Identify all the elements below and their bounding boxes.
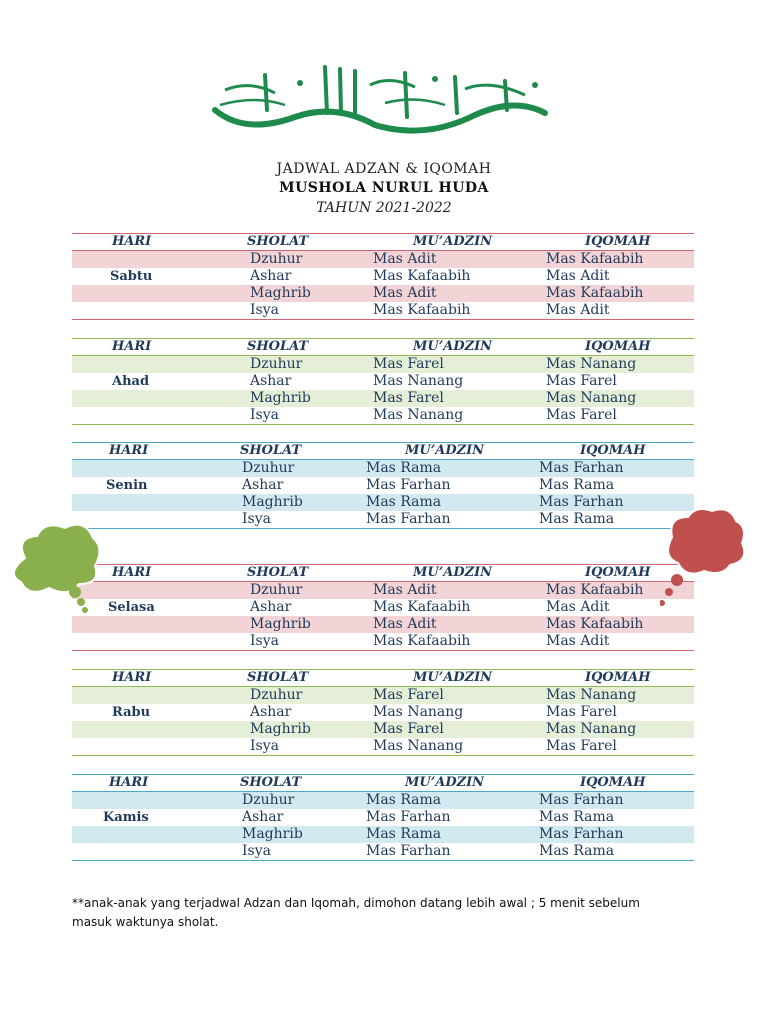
column-header-muadzin: MU’ADZIN — [405, 443, 485, 458]
column-header-sholat: SHOLAT — [247, 670, 309, 685]
table-row — [72, 738, 694, 755]
iqomah-cell: Mas Nanang — [546, 687, 637, 703]
column-header-sholat: SHOLAT — [240, 775, 302, 790]
table-header — [72, 442, 694, 460]
title-line-2: MUSHOLA NURUL HUDA — [279, 180, 489, 196]
sholat-cell: Isya — [242, 511, 271, 527]
muadzin-cell: Mas Adit — [373, 582, 437, 598]
column-header-hari: HARI — [112, 670, 152, 685]
table-row — [72, 687, 694, 704]
sholat-cell: Maghrib — [242, 494, 303, 510]
table-header — [72, 669, 694, 687]
table-row — [72, 721, 694, 738]
muadzin-cell: Mas Farhan — [366, 477, 451, 493]
table-header — [72, 774, 694, 792]
muadzin-cell: Mas Kafaabih — [373, 268, 471, 284]
sholat-cell: Maghrib — [250, 721, 311, 737]
iqomah-cell: Mas Adit — [546, 302, 610, 318]
muadzin-cell: Mas Adit — [373, 285, 437, 301]
muadzin-cell: Mas Kafaabih — [373, 302, 471, 318]
sholat-cell: Maghrib — [242, 826, 303, 842]
column-header-iqomah: IQOMAH — [585, 234, 651, 249]
sholat-cell: Ashar — [250, 268, 292, 284]
column-header-hari: HARI — [109, 775, 149, 790]
column-header-iqomah: IQOMAH — [580, 775, 646, 790]
table-row — [72, 390, 694, 407]
day-name: Sabtu — [110, 269, 153, 284]
table-row — [72, 511, 694, 528]
title-line-3: TAHUN 2021-2022 — [316, 200, 452, 216]
table-row — [72, 792, 694, 809]
sholat-cell: Dzuhur — [242, 460, 295, 476]
muadzin-cell: Mas Adit — [373, 251, 437, 267]
column-header-muadzin: MU’ADZIN — [405, 775, 485, 790]
iqomah-cell: Mas Farhan — [539, 494, 624, 510]
iqomah-cell: Mas Rama — [539, 477, 615, 493]
table-row — [72, 373, 694, 390]
column-header-iqomah: IQOMAH — [580, 443, 646, 458]
table-row — [72, 251, 694, 268]
muadzin-cell: Mas Farel — [373, 721, 444, 737]
iqomah-cell: Mas Farel — [546, 373, 617, 389]
muadzin-cell: Mas Farhan — [366, 809, 451, 825]
day-block-rabu — [72, 669, 694, 756]
column-header-muadzin: MU’ADZIN — [413, 234, 493, 249]
day-name: Senin — [106, 478, 148, 493]
day-name: Rabu — [112, 705, 151, 720]
day-block-senin — [72, 442, 694, 529]
sholat-cell: Isya — [250, 302, 279, 318]
muadzin-cell: Mas Rama — [366, 460, 442, 476]
table-row — [72, 494, 694, 511]
muadzin-cell: Mas Adit — [373, 616, 437, 632]
muadzin-cell: Mas Nanang — [373, 738, 464, 754]
iqomah-cell: Mas Farhan — [539, 826, 624, 842]
table-row — [72, 582, 694, 599]
day-block-ahad — [72, 338, 694, 425]
column-header-iqomah: IQOMAH — [585, 565, 651, 580]
sholat-cell: Ashar — [242, 809, 284, 825]
column-header-sholat: SHOLAT — [240, 443, 302, 458]
column-header-sholat: SHOLAT — [247, 339, 309, 354]
muadzin-cell: Mas Rama — [366, 494, 442, 510]
title-line-1: JADWAL ADZAN & IQOMAH — [276, 161, 492, 177]
iqomah-cell: Mas Rama — [539, 843, 615, 859]
muadzin-cell: Mas Kafaabih — [373, 599, 471, 615]
day-name: Ahad — [112, 374, 150, 389]
day-block-selasa — [72, 564, 694, 651]
iqomah-cell: Mas Adit — [546, 268, 610, 284]
iqomah-cell: Mas Farhan — [539, 460, 624, 476]
column-header-iqomah: IQOMAH — [585, 339, 651, 354]
footnote: **anak-anak yang terjadwal Adzan dan Iqomah, dimohon datang lebih awal ; 5 menit sebelum masuk waktunya sholat. — [72, 896, 640, 929]
iqomah-cell: Mas Adit — [546, 599, 610, 615]
table-row — [72, 843, 694, 860]
iqomah-cell: Mas Farhan — [539, 792, 624, 808]
iqomah-cell: Mas Kafaabih — [546, 582, 644, 598]
muadzin-cell: Mas Farel — [373, 687, 444, 703]
green-thought-cloud — [5, 518, 105, 618]
sholat-cell: Maghrib — [250, 616, 311, 632]
sholat-cell: Dzuhur — [242, 792, 295, 808]
table-row — [72, 302, 694, 319]
day-name: Selasa — [108, 600, 155, 615]
column-header-hari: HARI — [109, 443, 149, 458]
muadzin-cell: Mas Nanang — [373, 407, 464, 423]
table-header — [72, 233, 694, 251]
muadzin-cell: Mas Nanang — [373, 373, 464, 389]
table-row — [72, 616, 694, 633]
muadzin-cell: Mas Kafaabih — [373, 633, 471, 649]
column-header-sholat: SHOLAT — [247, 565, 309, 580]
sholat-cell: Dzuhur — [250, 582, 303, 598]
table-row — [72, 356, 694, 373]
muadzin-cell: Mas Farhan — [366, 843, 451, 859]
sholat-cell: Maghrib — [250, 390, 311, 406]
column-header-iqomah: IQOMAH — [585, 670, 651, 685]
column-header-muadzin: MU’ADZIN — [413, 339, 493, 354]
muadzin-cell: Mas Rama — [366, 792, 442, 808]
column-header-muadzin: MU’ADZIN — [413, 565, 493, 580]
column-header-sholat: SHOLAT — [247, 234, 309, 249]
table-row — [72, 285, 694, 302]
column-header-hari: HARI — [112, 339, 152, 354]
muadzin-cell: Mas Nanang — [373, 704, 464, 720]
iqomah-cell: Mas Kafaabih — [546, 285, 644, 301]
iqomah-cell: Mas Nanang — [546, 721, 637, 737]
iqomah-cell: Mas Nanang — [546, 390, 637, 406]
sholat-cell: Ashar — [242, 477, 284, 493]
table-row — [72, 407, 694, 424]
iqomah-cell: Mas Adit — [546, 633, 610, 649]
table-row — [72, 477, 694, 494]
table-header — [72, 338, 694, 356]
iqomah-cell: Mas Farel — [546, 407, 617, 423]
column-header-hari: HARI — [112, 234, 152, 249]
sholat-cell: Isya — [250, 633, 279, 649]
day-name: Kamis — [103, 810, 149, 825]
day-block-kamis — [72, 774, 694, 861]
muadzin-cell: Mas Farhan — [366, 511, 451, 527]
muadzin-cell: Mas Farel — [373, 356, 444, 372]
sholat-cell: Ashar — [250, 373, 292, 389]
iqomah-cell: Mas Farel — [546, 704, 617, 720]
column-header-hari: HARI — [112, 565, 152, 580]
red-thought-cloud — [660, 505, 750, 610]
column-header-muadzin: MU’ADZIN — [413, 670, 493, 685]
sholat-cell: Isya — [250, 407, 279, 423]
basmalah-calligraphy — [205, 55, 555, 140]
table-row — [72, 704, 694, 721]
day-block-sabtu — [72, 233, 694, 320]
muadzin-cell: Mas Farel — [373, 390, 444, 406]
sholat-cell: Dzuhur — [250, 356, 303, 372]
iqomah-cell: Mas Kafaabih — [546, 616, 644, 632]
sholat-cell: Ashar — [250, 704, 292, 720]
table-header — [72, 564, 694, 582]
iqomah-cell: Mas Rama — [539, 809, 615, 825]
table-row — [72, 809, 694, 826]
sholat-cell: Dzuhur — [250, 251, 303, 267]
iqomah-cell: Mas Kafaabih — [546, 251, 644, 267]
table-row — [72, 826, 694, 843]
table-row — [72, 633, 694, 650]
sholat-cell: Dzuhur — [250, 687, 303, 703]
sholat-cell: Ashar — [250, 599, 292, 615]
muadzin-cell: Mas Rama — [366, 826, 442, 842]
table-row — [72, 460, 694, 477]
iqomah-cell: Mas Rama — [539, 511, 615, 527]
table-row — [72, 599, 694, 616]
sholat-cell: Isya — [242, 843, 271, 859]
iqomah-cell: Mas Nanang — [546, 356, 637, 372]
sholat-cell: Isya — [250, 738, 279, 754]
iqomah-cell: Mas Farel — [546, 738, 617, 754]
table-row — [72, 268, 694, 285]
sholat-cell: Maghrib — [250, 285, 311, 301]
